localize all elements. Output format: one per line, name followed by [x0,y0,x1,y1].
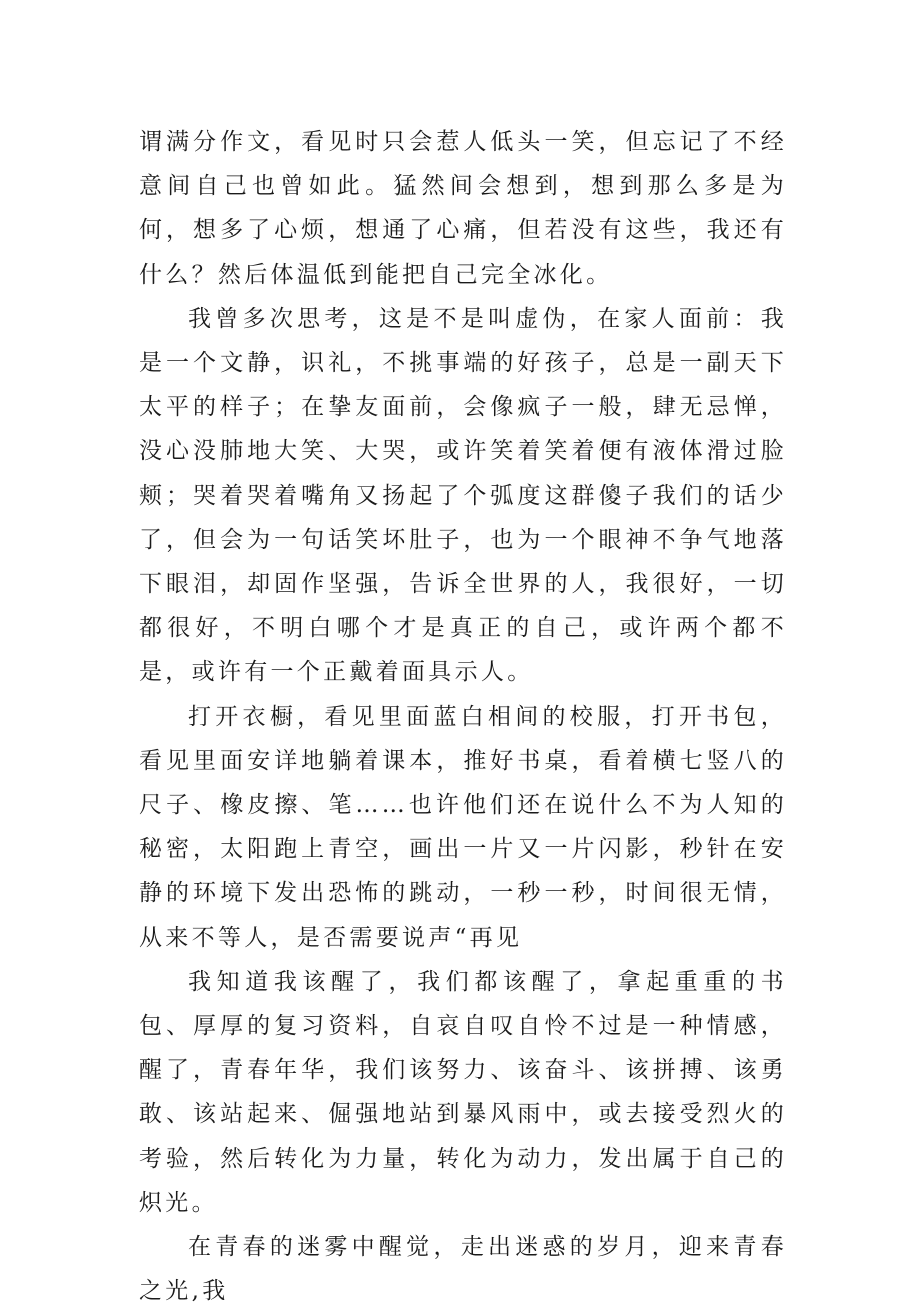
paragraph-awakening: 我知道我该醒了，我们都该醒了，拿起重重的书包、厚厚的复习资料，自哀自叹自怜不过是一种情感，醒了，青春年华，我们该努力、该奋斗、该拼搏、该勇敢、该站起来、倔强地站到暴风雨中，或去接受烈火的考验，然后转化为力量，转化为动力，发出属于自己的炽光。 [139,968,787,1216]
paragraph-continuation: 谓满分作文，看见时只会惹人低头一笑，但忘记了不经意间自己也曾如此。猛然间会想到，想到那么多是为何，想多了心烦，想通了心痛，但若没有这些，我还有什么？然后体温低到能把自己完全冰化。 [139,129,787,288]
paragraph-youth-light: 在青春的迷雾中醒觉，走出迷惑的岁月，迎来青春之光,我 [139,1234,787,1305]
paragraph-hypocrisy-reflection: 我曾多次思考，这是不是叫虚伪，在家人面前：我是一个文静，识礼，不挑事端的好孩子，总是一副天下太平的样子；在挚友面前，会像疯子一般，肆无忌惮，没心没肺地大笑、大哭，或许笑着笑着便有液体滑过脸颊；哭着哭着嘴角又扬起了个弧度这群傻子我们的话少了，但会为一句话笑坏肚子，也为一个眼神不争气地落下眼泪，却固作坚强，告诉全世界的人，我很好，一切都很好，不明白哪个才是真正的自己，或许两个都不是，或许有一个正戴着面具示人。 [139,305,787,686]
paragraph-wardrobe-schoolbag: 打开衣橱，看见里面蓝白相间的校服，打开书包，看见里面安详地躺着课本，推好书桌，看着横七竖八的尺子、橡皮擦、笔……也许他们还在说什么不为人知的秘密，太阳跑上青空，画出一片又一片闪影，秒针在安静的环境下发出恐怖的跳动，一秒一秒，时间很无情，从来不等人，是否需要说声“再见 [139,703,787,951]
document-body [139,120,787,1313]
